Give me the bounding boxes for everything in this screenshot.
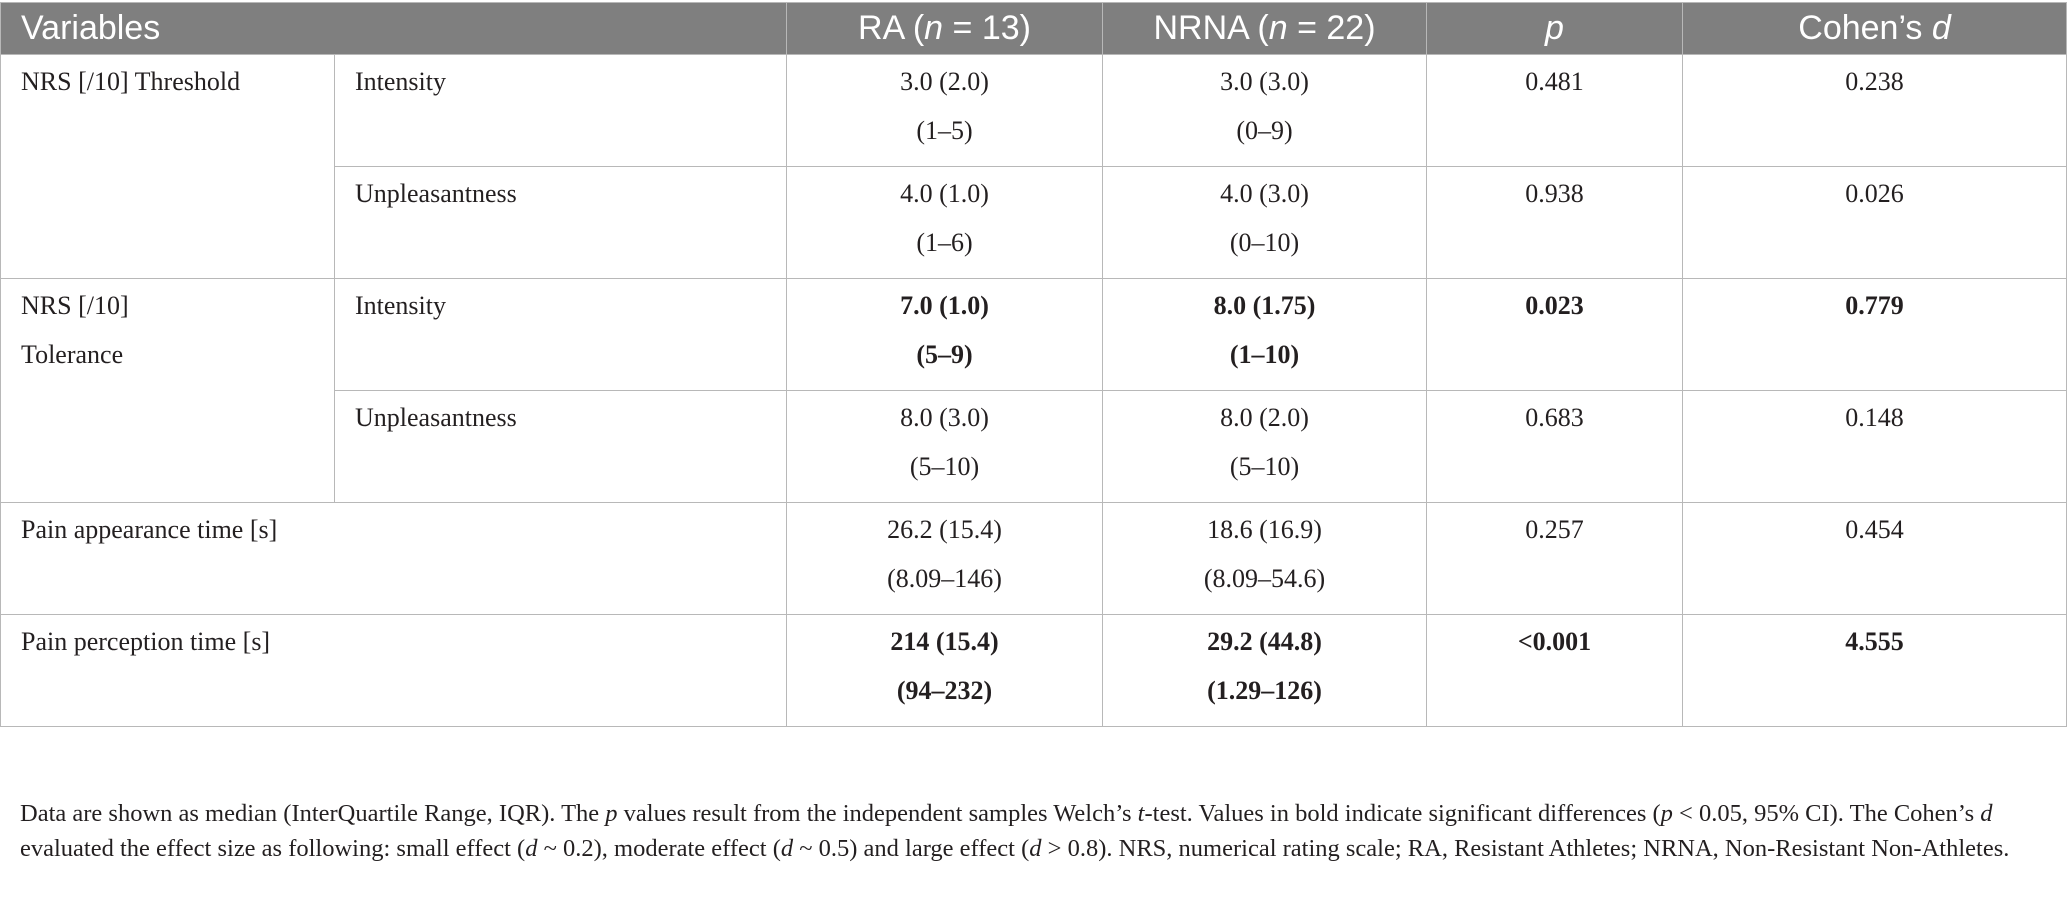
nrna-range: (1–10) xyxy=(1229,340,1300,369)
footnote-italic: d xyxy=(1029,835,1042,862)
ra-median: 214 (15.4) xyxy=(890,627,999,656)
header-nrna xyxy=(1103,3,1427,55)
cell-nrna xyxy=(1103,55,1427,167)
footnote-text: evaluated the effect size as following: small effect ( xyxy=(20,835,526,862)
header-p-label: p xyxy=(1545,9,1564,47)
nrna-median: 29.2 (44.8) xyxy=(1207,627,1322,656)
results-table xyxy=(0,2,2067,727)
ra-median: 7.0 (1.0) xyxy=(900,291,989,320)
cell-d xyxy=(1683,55,2067,167)
cell-d xyxy=(1683,615,2067,727)
d-value: 0.454 xyxy=(1845,515,1904,544)
footnote-italic: d xyxy=(525,835,538,862)
footnote-text: > 0.8). NRS, numerical rating scale; RA, Resistant Athletes; NRNA, Non-Resistant Non-Athletes. xyxy=(1041,835,2010,862)
ra-range: (94–232) xyxy=(896,676,993,705)
cell-ra xyxy=(787,503,1103,615)
cell-p xyxy=(1427,279,1683,391)
cell-nrna xyxy=(1103,279,1427,391)
ra-range: (5–9) xyxy=(916,340,973,369)
header-ra xyxy=(787,3,1103,55)
header-ra-suffix: = 13) xyxy=(943,9,1031,47)
footnote-italic: t xyxy=(1137,800,1145,827)
d-value: 0.779 xyxy=(1845,291,1904,320)
ra-median: 26.2 (15.4) xyxy=(887,515,1002,544)
nrna-range: (8.09–54.6) xyxy=(1203,564,1326,593)
cell-p xyxy=(1427,167,1683,279)
sub-label-text: Unpleasantness xyxy=(355,179,517,208)
row-sub-label xyxy=(335,279,787,391)
nrna-median: 4.0 (3.0) xyxy=(1220,179,1309,208)
footnote-text: -test. Values in bold indicate significant differences ( xyxy=(1144,800,1661,827)
p-value: 0.683 xyxy=(1525,403,1584,432)
cell-d xyxy=(1683,279,2067,391)
cell-p xyxy=(1427,615,1683,727)
cell-nrna xyxy=(1103,503,1427,615)
footnote-italic: p xyxy=(605,800,618,827)
row-sub-label xyxy=(335,55,787,167)
group-tolerance-line1: NRS [/10] xyxy=(21,291,129,320)
cell-d xyxy=(1683,391,2067,503)
footnote-text: ~ 0.2), moderate effect ( xyxy=(537,835,781,862)
footnote-italic: d xyxy=(780,835,794,862)
nrna-median: 3.0 (3.0) xyxy=(1220,67,1309,96)
table-row xyxy=(1,279,2067,391)
p-value: 0.481 xyxy=(1525,67,1584,96)
header-nrna-n: n xyxy=(1268,9,1288,47)
group-tolerance xyxy=(1,279,335,503)
footnote-italic: d xyxy=(1980,800,1993,827)
cell-d xyxy=(1683,167,2067,279)
footnote-text: values result from the independent samples Welch’s xyxy=(617,800,1138,827)
nrna-median: 8.0 (2.0) xyxy=(1220,403,1309,432)
d-value: 0.026 xyxy=(1845,179,1904,208)
cell-nrna xyxy=(1103,167,1427,279)
table-row xyxy=(1,55,2067,167)
ra-range: (5–10) xyxy=(909,452,980,481)
p-value: 0.257 xyxy=(1525,515,1584,544)
header-ra-prefix: RA ( xyxy=(858,9,925,47)
header-p xyxy=(1427,3,1683,55)
nrna-range: (5–10) xyxy=(1229,452,1300,481)
cell-ra xyxy=(787,391,1103,503)
group-threshold-label: NRS [/10] Threshold xyxy=(21,67,241,96)
p-value: 0.023 xyxy=(1525,291,1584,320)
nrna-range: (0–9) xyxy=(1236,116,1293,145)
cell-nrna xyxy=(1103,391,1427,503)
footnote-text: < 0.05, 95% CI). The Cohen’s xyxy=(1672,800,1981,827)
table-row xyxy=(1,503,2067,615)
row-sub-label xyxy=(335,391,787,503)
ra-median: 8.0 (3.0) xyxy=(900,403,989,432)
sub-label-text: Unpleasantness xyxy=(355,403,517,432)
ra-median: 3.0 (2.0) xyxy=(900,67,989,96)
table-footnote xyxy=(20,796,2050,866)
header-nrna-suffix: = 22) xyxy=(1287,9,1376,47)
sub-label-text: Intensity xyxy=(355,291,446,320)
p-value: 0.938 xyxy=(1525,179,1584,208)
cell-ra xyxy=(787,55,1103,167)
header-cohen-prefix: Cohen’s xyxy=(1798,9,1932,47)
row-label-text: Pain perception time [s] xyxy=(21,627,271,656)
ra-median: 4.0 (1.0) xyxy=(900,179,989,208)
d-value: 0.148 xyxy=(1845,403,1904,432)
group-tolerance-line2: Tolerance xyxy=(21,340,124,369)
header-nrna-prefix: NRNA ( xyxy=(1153,9,1269,47)
nrna-median: 18.6 (16.9) xyxy=(1207,515,1322,544)
header-variables-label: Variables xyxy=(21,9,161,47)
ra-range: (1–5) xyxy=(916,116,973,145)
p-value: <0.001 xyxy=(1517,627,1592,656)
d-value: 0.238 xyxy=(1845,67,1904,96)
nrna-range: (1.29–126) xyxy=(1207,676,1322,705)
footnote-italic: p xyxy=(1660,800,1673,827)
row-sub-label xyxy=(335,167,787,279)
nrna-median: 8.0 (1.75) xyxy=(1213,291,1316,320)
cell-ra xyxy=(787,279,1103,391)
ra-range: (8.09–146) xyxy=(887,564,1002,593)
header-cohens-d xyxy=(1683,3,2067,55)
sub-label-text: Intensity xyxy=(355,67,446,96)
header-row xyxy=(1,3,2067,55)
d-value: 4.555 xyxy=(1845,627,1904,656)
row-label xyxy=(1,503,787,615)
cell-p xyxy=(1427,55,1683,167)
cell-d xyxy=(1683,503,2067,615)
row-label-text: Pain appearance time [s] xyxy=(21,515,278,544)
footnote-text: Data are shown as median (InterQuartile Range, IQR). The xyxy=(20,800,606,827)
ra-range: (1–6) xyxy=(916,228,973,257)
cell-p xyxy=(1427,503,1683,615)
nrna-range: (0–10) xyxy=(1229,228,1300,257)
header-cohen-d: d xyxy=(1931,9,1951,47)
cell-ra xyxy=(787,615,1103,727)
cell-nrna xyxy=(1103,615,1427,727)
group-threshold xyxy=(1,55,335,279)
cell-ra xyxy=(787,167,1103,279)
row-label xyxy=(1,615,787,727)
footnote-text: ~ 0.5) and large effect ( xyxy=(793,835,1030,862)
table-row xyxy=(1,615,2067,727)
header-ra-n: n xyxy=(924,9,944,47)
header-variables xyxy=(1,3,787,55)
cell-p xyxy=(1427,391,1683,503)
